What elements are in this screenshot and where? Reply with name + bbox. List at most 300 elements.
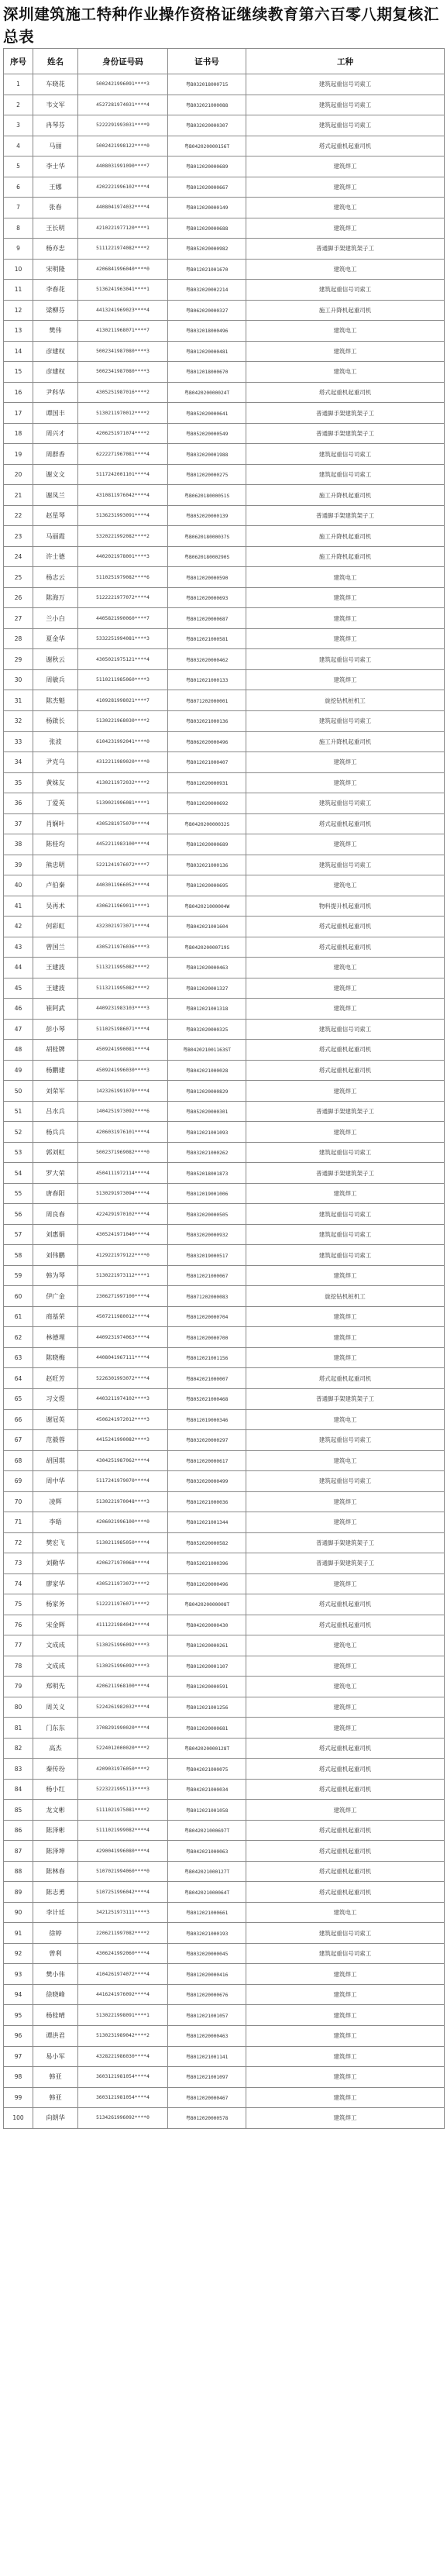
person-name-cell: 王长明 [33,218,78,239]
person-name-cell: 兰小白 [33,608,78,629]
table-row [4,1204,445,1225]
table-row [4,1923,445,1944]
table-row [4,1430,445,1451]
serial-no-cell: 41 [4,896,33,917]
job-type-cell: 建筑起重信号司索工 [246,74,445,95]
person-name-cell: 高杰 [33,1738,78,1759]
table-body [4,74,445,2129]
job-type-cell: 塔式起重机起重司机 [246,1820,445,1841]
job-type-cell: 普通脚手架建筑架子工 [246,505,445,526]
job-type-cell: 普通脚手架建筑架子工 [246,1553,445,1574]
table-row [4,156,445,177]
id-number-cell: 6222271967081****4 [78,444,168,465]
table-row [4,239,445,260]
certificate-no-cell: 粤B071202000001 [168,690,246,711]
person-name-cell: 向朗华 [33,2108,78,2129]
id-number-cell: 4507211980012****4 [78,1306,168,1327]
person-name-cell: 谢凤兰 [33,485,78,506]
table-row [4,1615,445,1635]
job-type-cell: 建筑起重信号司索工 [246,1224,445,1245]
certificate-no-cell: 粤B012020000688 [168,218,246,239]
serial-no-cell: 34 [4,752,33,773]
table-row [4,855,445,875]
table-row [4,115,445,136]
person-name-cell: 冉琴芬 [33,115,78,136]
person-name-cell: 杨小红 [33,1779,78,1800]
id-number-cell: 5122211976071****2 [78,1594,168,1615]
certificate-no-cell: 粤B032021000193 [168,1923,246,1944]
certificate-no-cell: 粤B012021001670 [168,259,246,280]
id-number-cell: 4129221979122****0 [78,1245,168,1266]
table-row [4,1409,445,1430]
person-name-cell: 夏金华 [33,628,78,649]
serial-no-cell: 4 [4,136,33,156]
certificate-no-cell: 粤B012018000670 [168,362,246,383]
certificate-no-cell: 粤B012020000693 [168,587,246,608]
certificate-no-cell: 粤B012020000931 [168,772,246,793]
serial-no-cell: 60 [4,1286,33,1307]
job-type-cell: 旋挖钻机桩机工 [246,690,445,711]
person-name-cell: 樊小伟 [33,1964,78,1985]
serial-no-cell: 14 [4,341,33,362]
person-name-cell: 肖娴叶 [33,813,78,834]
job-type-cell: 塔式起重机起重司机 [246,1861,445,1882]
serial-no-cell: 7 [4,198,33,218]
serial-no-cell: 89 [4,1882,33,1903]
person-name-cell: 刘伟鹏 [33,1245,78,1266]
id-number-cell: 5130221973112****1 [78,1265,168,1286]
certificate-no-cell: 粤B042021000007 [168,1368,246,1389]
job-type-cell: 普通脚手架建筑架子工 [246,1389,445,1410]
certificate-no-cell: 粤B012020000695 [168,875,246,896]
certificate-no-cell: 粤B012020000463 [168,958,246,978]
person-name-cell: 刘勤华 [33,1553,78,1574]
table-row [4,1306,445,1327]
serial-no-cell: 91 [4,1923,33,1944]
id-number-cell: 5136231993091****4 [78,505,168,526]
person-name-cell: 韩为琴 [33,1265,78,1286]
job-type-cell: 建筑焊工 [246,177,445,198]
table-row [4,1019,445,1040]
id-number-cell: 5107021994060****0 [78,1861,168,1882]
person-name-cell: 周良春 [33,1204,78,1225]
job-type-cell: 旋挖钻机桩机工 [246,1286,445,1307]
table-row [4,669,445,690]
certificate-no-cell: 粤B012020000692 [168,793,246,814]
table-row [4,1327,445,1348]
table-row [4,1820,445,1841]
table-row [4,999,445,1020]
certificate-no-cell: 粤B012020000261 [168,1635,246,1656]
id-number-cell: 4504111972114****4 [78,1163,168,1184]
person-name-cell: 周关义 [33,1697,78,1718]
serial-no-cell: 56 [4,1204,33,1225]
id-number-cell: 5226301993072****4 [78,1368,168,1389]
serial-no-cell: 75 [4,1594,33,1615]
person-name-cell: 唐春阳 [33,1183,78,1204]
person-name-cell: 赵旺芳 [33,1368,78,1389]
person-name-cell: 杨桂晴 [33,2005,78,2026]
id-number-cell: 5002421998122****0 [78,136,168,156]
certificate-no-cell: 粤B012020000689 [168,834,246,855]
certificate-no-cell: 粤B032020000045 [168,1943,246,1964]
person-name-cell: 郑明先 [33,1677,78,1697]
certificate-no-cell: 粤B042020000430 [168,1615,246,1635]
id-number-cell: 4509241990081****4 [78,1040,168,1061]
person-name-cell: 李晤 [33,1512,78,1533]
job-type-cell: 建筑电工 [246,958,445,978]
serial-no-cell: 67 [4,1430,33,1451]
table-row [4,875,445,896]
serial-no-cell: 27 [4,608,33,629]
certificate-no-cell: 粤B012020000590 [168,567,246,588]
table-row [4,382,445,403]
serial-no-cell: 84 [4,1779,33,1800]
certificate-no-cell: 粤B032020000499 [168,1471,246,1492]
person-name-cell: 陈晓梅 [33,1347,78,1368]
person-name-cell: 李春花 [33,280,78,301]
table-row [4,1122,445,1143]
certificate-no-cell: 粤B032020000297 [168,1430,246,1451]
certificate-no-cell: 粤B052020000582 [168,1532,246,1553]
serial-no-cell: 55 [4,1183,33,1204]
job-type-cell: 塔式起重机起重司机 [246,1594,445,1615]
table-row [4,1368,445,1389]
person-name-cell: 谢文文 [33,464,78,485]
person-name-cell: 彦建权 [33,341,78,362]
job-type-cell: 塔式起重机起重司机 [246,382,445,403]
job-type-cell: 建筑焊工 [246,2108,445,2129]
person-name-cell: 梁柳芬 [33,300,78,321]
certificate-no-cell: 粤B012020000275 [168,464,246,485]
id-number-cell: 4305251987016****2 [78,382,168,403]
id-number-cell: 4224291970102****4 [78,1204,168,1225]
person-name-cell: 刘荣军 [33,1081,78,1102]
serial-no-cell: 92 [4,1943,33,1964]
table-row [4,2067,445,2088]
job-type-cell: 施工升降机起重司机 [246,300,445,321]
table-row [4,74,445,95]
certificate-no-cell: 粤B012021001093 [168,1122,246,1143]
serial-no-cell: 63 [4,1347,33,1368]
person-name-cell: 杨啟长 [33,710,78,731]
id-number-cell: 4210221977120****1 [78,218,168,239]
certificate-no-cell: 粤B012020000578 [168,2108,246,2129]
person-name-cell: 陈泽彬 [33,1820,78,1841]
id-number-cell: 4202221996102****4 [78,177,168,198]
serial-no-cell: 49 [4,1060,33,1081]
table-row [4,1779,445,1800]
id-number-cell: 4408041974032****4 [78,198,168,218]
certificate-no-cell: 粤B032020002214 [168,280,246,301]
serial-no-cell: 32 [4,710,33,731]
serial-no-cell: 54 [4,1163,33,1184]
certificate-no-cell: 粤B052020000982 [168,239,246,260]
table-row [4,177,445,198]
certificate-no-cell: 粤B032020000325 [168,1019,246,1040]
id-number-cell: 4306211969011****1 [78,896,168,917]
table-row [4,793,445,814]
job-type-cell: 塔式起重机起重司机 [246,1368,445,1389]
id-number-cell: 4452211983100****4 [78,834,168,855]
table-row [4,1060,445,1081]
person-name-cell: 门东东 [33,1718,78,1739]
table-row [4,917,445,937]
job-type-cell: 建筑焊工 [246,1800,445,1821]
table-row [4,218,445,239]
id-number-cell: 5130221970048****3 [78,1491,168,1512]
table-row [4,1347,445,1368]
certificate-no-cell: 粤B032021000136 [168,710,246,731]
serial-no-cell: 22 [4,505,33,526]
person-name-cell: 熊忠明 [33,855,78,875]
certificate-no-cell: 粤B042021001163ST [168,1040,246,1061]
job-type-cell: 塔式起重机起重司机 [246,1060,445,1081]
table-row [4,1943,445,1964]
serial-no-cell: 16 [4,382,33,403]
certificate-no-cell: 粤B052020000641 [168,403,246,424]
serial-no-cell: 37 [4,813,33,834]
job-type-cell: 建筑电工 [246,567,445,588]
certificate-no-cell: 粤B012020000149 [168,198,246,218]
serial-no-cell: 77 [4,1635,33,1656]
person-name-cell: 马丽霞 [33,526,78,547]
serial-no-cell: 11 [4,280,33,301]
id-number-cell: 4206251971074****2 [78,423,168,444]
certificate-no-cell: 粤B012020000481 [168,341,246,362]
job-type-cell: 建筑电工 [246,362,445,383]
id-number-cell: 5223221995113****3 [78,1779,168,1800]
id-number-cell: 4323021973071****4 [78,917,168,937]
person-name-cell: 商基荣 [33,1306,78,1327]
header-certificate-no: 证书号 [168,49,246,74]
certificate-no-cell: 粤B052021000468 [168,1389,246,1410]
serial-no-cell: 12 [4,300,33,321]
serial-no-cell: 90 [4,1902,33,1923]
table-row [4,1532,445,1553]
certificate-no-cell: 粤B012020000676 [168,1984,246,2005]
person-name-cell: 卢伯秦 [33,875,78,896]
job-type-cell: 建筑起重信号司索工 [246,710,445,731]
job-type-cell: 物料提升机起重司机 [246,896,445,917]
certificate-no-cell: 粤B052020000549 [168,423,246,444]
serial-no-cell: 44 [4,958,33,978]
table-row [4,1286,445,1307]
serial-no-cell: 43 [4,937,33,958]
certificate-no-cell: 粤B032020000462 [168,649,246,670]
job-type-cell: 建筑电工 [246,321,445,342]
job-type-cell: 普通脚手架建筑架子工 [246,1532,445,1553]
serial-no-cell: 29 [4,649,33,670]
certificate-no-cell: 粤B012021000581 [168,628,246,649]
person-name-cell: 王建波 [33,958,78,978]
serial-no-cell: 50 [4,1081,33,1102]
person-name-cell: 陈林春 [33,1861,78,1882]
person-name-cell: 赵星琴 [33,505,78,526]
table-row [4,896,445,917]
serial-no-cell: 94 [4,1984,33,2005]
job-type-cell: 建筑焊工 [246,1081,445,1102]
certificate-no-cell: 粤B032021000088 [168,95,246,115]
id-number-cell: 4328221986030****4 [78,2046,168,2067]
serial-no-cell: 24 [4,546,33,567]
person-name-cell: 尹科华 [33,382,78,403]
serial-no-cell: 21 [4,485,33,506]
table-row [4,321,445,342]
certificate-no-cell: 粤B042020000008T [168,1594,246,1615]
id-number-cell: 4305211973072****2 [78,1573,168,1594]
table-row [4,752,445,773]
table-row [4,1081,445,1102]
person-name-cell: 杨鹏建 [33,1060,78,1081]
id-number-cell: 5111021975081****2 [78,1800,168,1821]
job-type-cell: 普通脚手架建筑架子工 [246,423,445,444]
id-number-cell: 4306241992060****4 [78,1943,168,1964]
id-number-cell: 5110251986071****4 [78,1019,168,1040]
certificate-no-cell: 粤B042020000032S [168,813,246,834]
person-name-cell: 彦建权 [33,362,78,383]
id-number-cell: 5130221998091****1 [78,2005,168,2026]
person-name-cell: 陈桂均 [33,834,78,855]
serial-no-cell: 23 [4,526,33,547]
job-type-cell: 建筑起重信号司索工 [246,1019,445,1040]
table-row [4,546,445,567]
id-number-cell: 5113211995082****2 [78,978,168,999]
id-number-cell: 4206211968100****4 [78,1677,168,1697]
person-name-cell: 周中华 [33,1471,78,1492]
job-type-cell: 建筑焊工 [246,2025,445,2046]
certificate-no-cell: 粤B042021000064T [168,1882,246,1903]
person-name-cell: 胡国琪 [33,1450,78,1471]
job-type-cell: 建筑起重信号司索工 [246,1471,445,1492]
certificate-no-cell: 粤B052020000301 [168,1101,246,1122]
job-type-cell: 建筑电工 [246,1902,445,1923]
table-row [4,1594,445,1615]
serial-no-cell: 35 [4,772,33,793]
job-type-cell: 普通脚手架建筑架子工 [246,1101,445,1122]
serial-no-cell: 15 [4,362,33,383]
id-number-cell: 5332251994081****3 [78,628,168,649]
serial-no-cell: 81 [4,1718,33,1739]
certificate-no-cell: 粤B071202000083 [168,1286,246,1307]
job-type-cell: 施工升降机起重司机 [246,526,445,547]
certificate-no-cell: 粤B042020000719S [168,937,246,958]
id-number-cell: 4305021975121****4 [78,649,168,670]
job-type-cell: 建筑焊工 [246,2067,445,2088]
certificate-no-cell: 粤B012021000067 [168,1265,246,1286]
certificate-no-cell: 粤B012021001058 [168,1800,246,1821]
serial-no-cell: 86 [4,1820,33,1841]
table-row [4,1224,445,1245]
id-number-cell: 5110211985060****3 [78,669,168,690]
id-number-cell: 3603121981054****4 [78,2087,168,2108]
person-name-cell: 樊宏飞 [33,1532,78,1553]
job-type-cell: 建筑焊工 [246,1573,445,1594]
id-number-cell: 5130211970012****2 [78,403,168,424]
job-type-cell: 建筑焊工 [246,669,445,690]
id-number-cell: 4403011966052****4 [78,875,168,896]
table-row [4,1882,445,1903]
person-name-cell: 许士德 [33,546,78,567]
table-row [4,259,445,280]
table-row [4,423,445,444]
job-type-cell: 建筑焊工 [246,156,445,177]
serial-no-cell: 26 [4,587,33,608]
certificate-no-cell: 粤B012020000467 [168,2087,246,2108]
job-type-cell: 建筑焊工 [246,1718,445,1739]
id-number-cell: 4130211972032****2 [78,772,168,793]
job-type-cell: 普通脚手架建筑架子工 [246,403,445,424]
person-name-cell: 陈志勇 [33,1882,78,1903]
table-row [4,136,445,156]
certificate-no-cell: 粤B042021000127T [168,1861,246,1882]
person-name-cell: 习文煜 [33,1389,78,1410]
id-number-cell: 4206271970068****4 [78,1553,168,1574]
serial-no-cell: 72 [4,1532,33,1553]
id-number-cell: 1404251973092****6 [78,1101,168,1122]
table-row [4,1573,445,1594]
certificate-no-cell: 粤B012021000407 [168,752,246,773]
certificate-no-cell: 粤B042020000024T [168,382,246,403]
person-name-cell: 廖家华 [33,1573,78,1594]
job-type-cell: 建筑电工 [246,875,445,896]
serial-no-cell: 83 [4,1759,33,1780]
person-name-cell: 罗大荣 [33,1163,78,1184]
id-number-cell: 4290041996080****4 [78,1841,168,1862]
serial-no-cell: 17 [4,403,33,424]
person-name-cell: 宋金辉 [33,1615,78,1635]
table-row [4,587,445,608]
person-name-cell: 范毅蓉 [33,1430,78,1451]
table-row [4,608,445,629]
job-type-cell: 塔式起重机起重司机 [246,1040,445,1061]
id-number-cell: 2206211997082****2 [78,1923,168,1944]
table-row [4,649,445,670]
table-row [4,280,445,301]
job-type-cell: 建筑焊工 [246,587,445,608]
serial-no-cell: 82 [4,1738,33,1759]
id-number-cell: 5320221992082****2 [78,526,168,547]
id-number-cell: 6104231992041****0 [78,731,168,752]
id-number-cell: 5134261996092****0 [78,2108,168,2129]
serial-no-cell: 46 [4,999,33,1020]
job-type-cell: 建筑焊工 [246,1697,445,1718]
job-type-cell: 建筑焊工 [246,218,445,239]
header-job-type: 工种 [246,49,445,74]
certificate-no-cell: 粤B032018000496 [168,321,246,342]
id-number-cell: 4413241969023****4 [78,300,168,321]
person-name-cell: 陈泽坤 [33,1841,78,1862]
serial-no-cell: 3 [4,115,33,136]
table-row [4,958,445,978]
id-number-cell: 4305211976036****3 [78,937,168,958]
person-name-cell: 黄妹友 [33,772,78,793]
table-row [4,95,445,115]
job-type-cell: 建筑起重信号司索工 [246,793,445,814]
job-type-cell: 塔式起重机起重司机 [246,813,445,834]
table-row [4,1163,445,1184]
serial-no-cell: 45 [4,978,33,999]
id-number-cell: 5139021996081****1 [78,793,168,814]
id-number-cell: 5111221974082****2 [78,239,168,260]
id-number-cell: 4130211968071****7 [78,321,168,342]
job-type-cell: 建筑电工 [246,198,445,218]
serial-no-cell: 31 [4,690,33,711]
table-row [4,198,445,218]
table-row [4,1677,445,1697]
id-number-cell: 4206031976101****4 [78,1122,168,1143]
job-type-cell: 建筑焊工 [246,1183,445,1204]
